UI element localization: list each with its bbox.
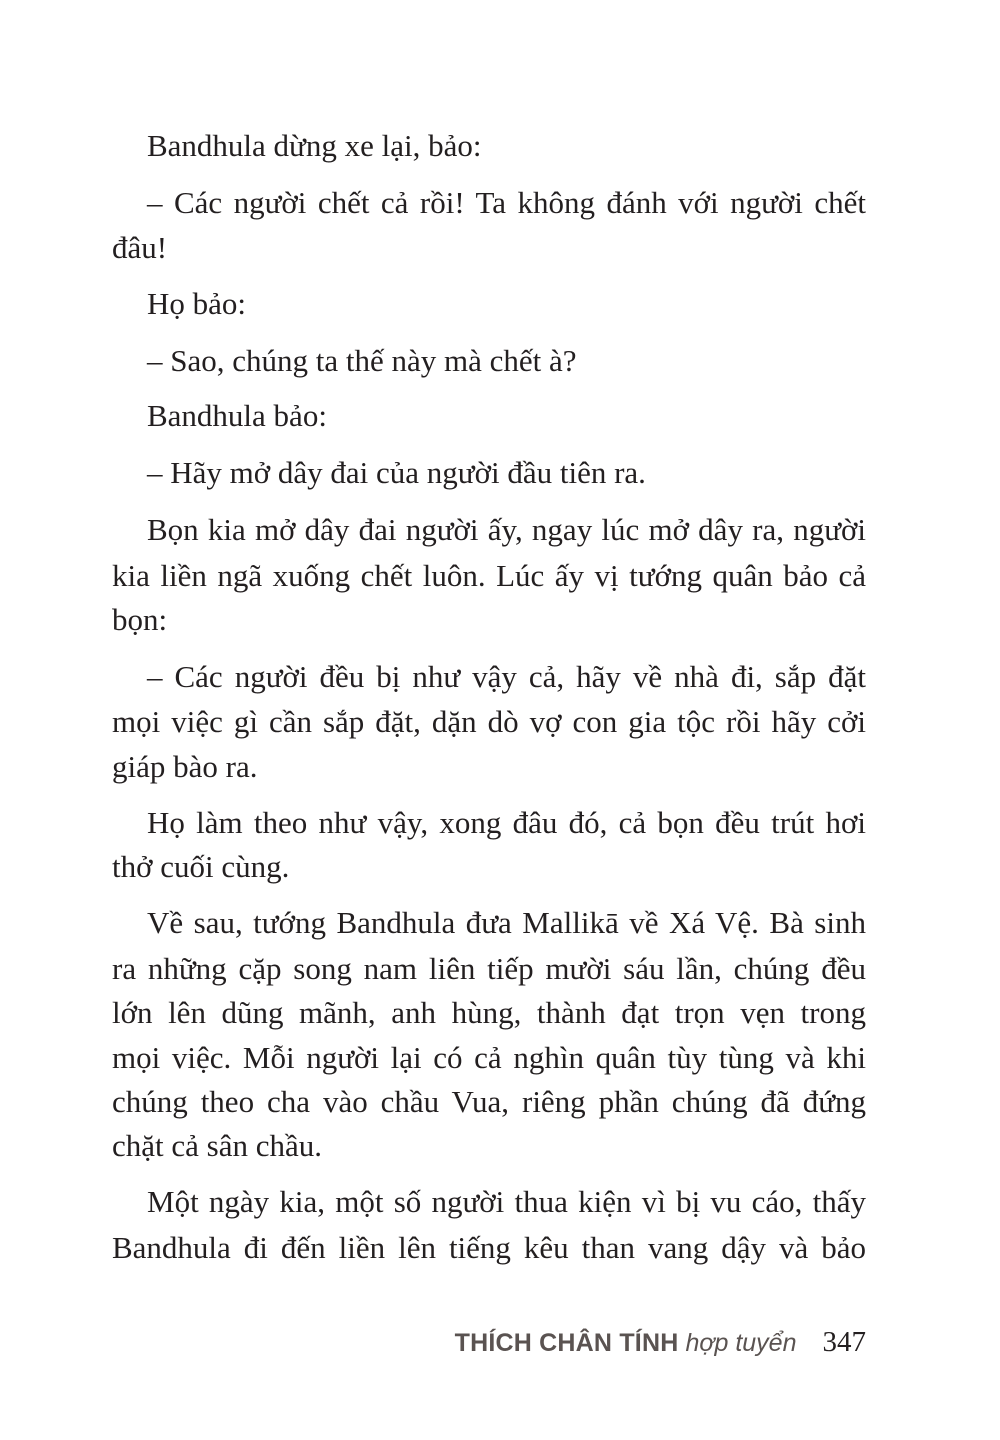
text-line: ra những cặp song nam liên tiếp mười sáu lần, chúng đều: [112, 951, 866, 986]
text-line: giáp bào ra.: [112, 749, 258, 784]
text-line: mọi việc gì cần sắp đặt, dặn dò vợ con gia tộc rồi hãy cởi: [112, 704, 866, 739]
text-line: chặt cả sân chầu.: [112, 1128, 322, 1163]
text-line: bọn:: [112, 602, 168, 637]
text-line: Về sau, tướng Bandhula đưa Mallikā về Xá Vệ. Bà sinh: [147, 905, 866, 940]
text-line: mọi việc. Mỗi người lại có cả nghìn quân tùy tùng và khi: [112, 1040, 866, 1075]
page-footer: [455, 1326, 866, 1366]
footer-subtitle: hợp tuyển: [685, 1329, 797, 1357]
text-line: lớn lên dũng mãnh, anh hùng, thành đạt trọn vẹn trong: [112, 995, 866, 1030]
text-line: – Các người chết cả rồi! Ta không đánh với người chết: [147, 185, 866, 220]
page-number: 347: [822, 1326, 866, 1358]
text-line: Bandhula dừng xe lại, bảo:: [147, 128, 482, 163]
text-line: – Sao, chúng ta thế này mà chết à?: [147, 343, 577, 378]
text-line: thở cuối cùng.: [112, 849, 290, 884]
text-line: kia liền ngã xuống chết luôn. Lúc ấy vị tướng quân bảo cả: [112, 558, 866, 593]
text-line: – Hãy mở dây đai của người đầu tiên ra.: [147, 455, 646, 490]
text-line: Họ bảo:: [147, 286, 247, 321]
text-line: Bandhula đi đến liền lên tiếng kêu than vang dậy và bảo: [112, 1230, 866, 1265]
footer-author: THÍCH CHÂN TÍNH: [454, 1329, 679, 1357]
text-line: Một ngày kia, một số người thua kiện vì bị vu cáo, thấy: [147, 1184, 866, 1219]
text-line: – Các người đều bị như vậy cả, hãy về nhà đi, sắp đặt: [147, 659, 866, 694]
text-line: Bandhula bảo:: [147, 398, 327, 433]
text-line: Họ làm theo như vậy, xong đâu đó, cả bọn đều trút hơi: [147, 805, 866, 840]
text-line: Bọn kia mở dây đai người ấy, ngay lúc mở dây ra, người: [147, 512, 866, 547]
text-line: đâu!: [112, 230, 168, 265]
text-line: chúng theo cha vào chầu Vua, riêng phần chúng đã đứng: [112, 1084, 866, 1119]
